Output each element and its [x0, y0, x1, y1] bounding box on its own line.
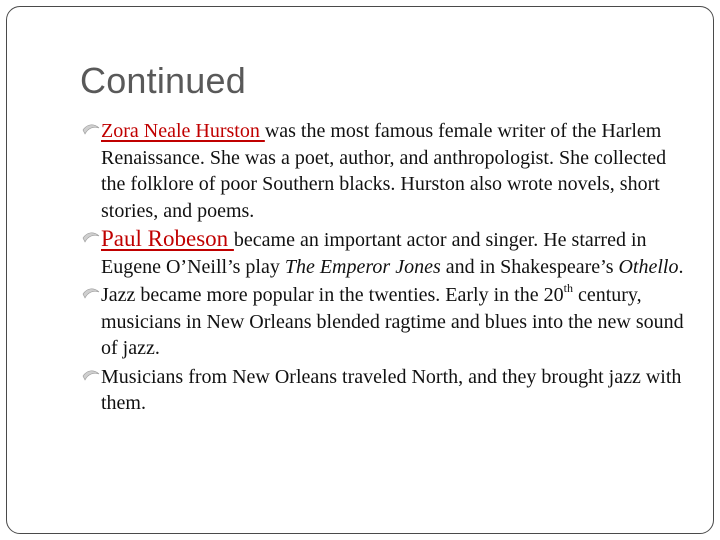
name-zora-neale-hurston: Zora Neale Hurston: [101, 120, 265, 142]
bullet-robeson: [82, 226, 692, 280]
superscript-th: th: [563, 281, 573, 296]
bullet-jazz-twenties: [82, 282, 692, 362]
swoosh-bullet-icon: [82, 226, 100, 252]
bullet-text: and in Shakespeare’s: [440, 255, 619, 278]
bullet-text: .: [678, 255, 684, 278]
bullet-text: became an important actor and singer. He starred in Eugene O’Neill’s play: [101, 229, 647, 278]
name-paul-robeson: Paul Robeson: [101, 226, 234, 251]
title-emperor-jones: The Emperor Jones: [284, 255, 441, 278]
swoosh-bullet-icon: [82, 364, 100, 390]
bullet-hurston: [82, 118, 692, 224]
bullet-list: [82, 118, 692, 419]
bullet-musicians-north: [82, 364, 692, 417]
bullet-text: century, musicians in New Orleans blended ragtime and blues into the new sound of jazz.: [101, 284, 684, 359]
bullet-text: was the most famous female writer of the Harlem Renaissance. She was a poet, author, and anthropologist. She collected the folklore of poor Southern blacks. Hurston also wrote novels, short stories, and poems.: [101, 120, 667, 222]
swoosh-bullet-icon: [82, 282, 100, 308]
slide-title: Continued: [80, 60, 246, 101]
bullet-text: Jazz became more popular in the twenties. Early in the 20: [101, 284, 564, 306]
title-othello: Othello: [618, 255, 679, 278]
bullet-text: Musicians from New Orleans traveled North, and they brought jazz with them.: [101, 365, 682, 414]
swoosh-bullet-icon: [82, 118, 100, 144]
